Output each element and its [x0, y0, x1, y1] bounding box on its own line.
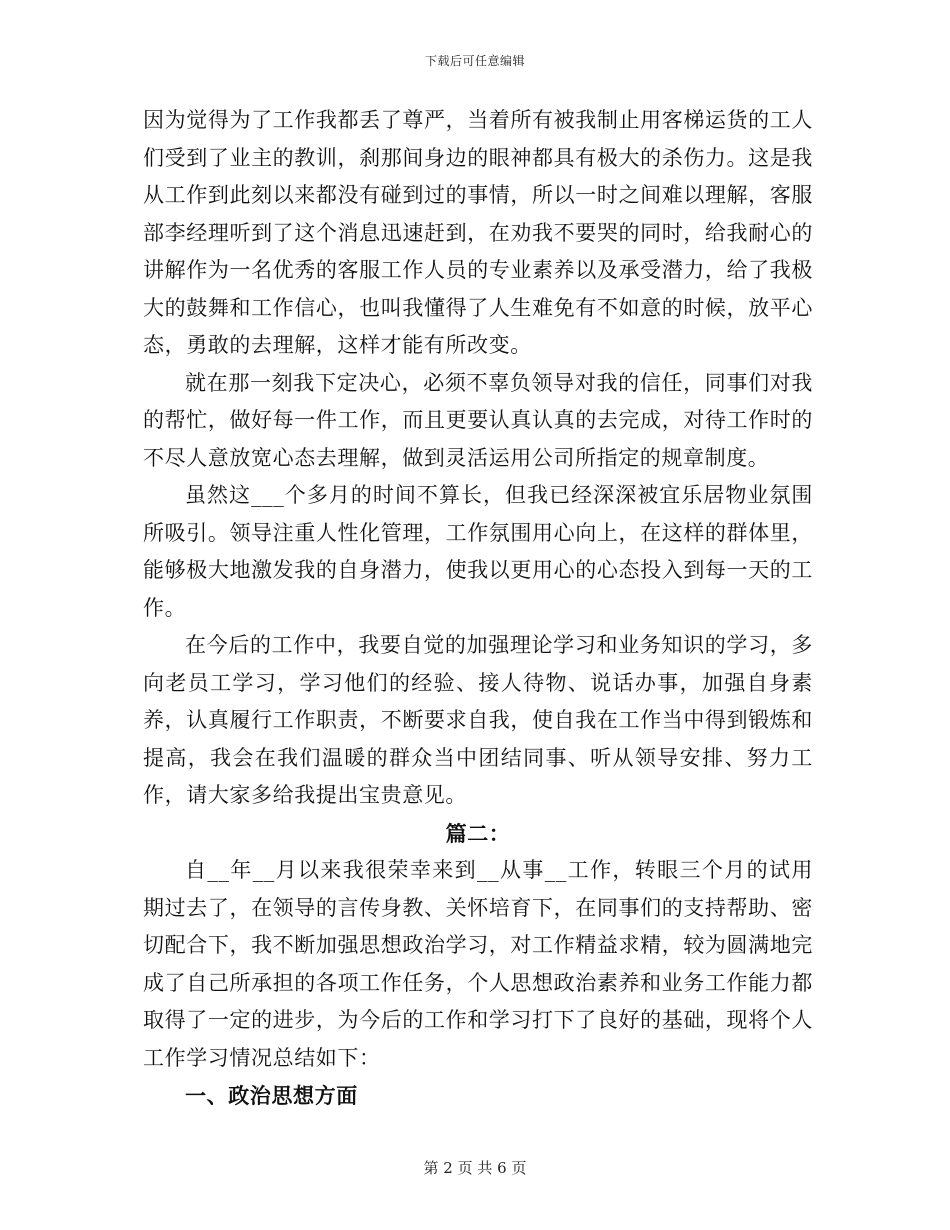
subheading-politics: 一、政治思想方面	[185, 1083, 358, 1108]
paragraph-2: 就在那一刻我下定决心，必须不辜负领导对我的信任，同事们对我的帮忙，做好每一件工作，而且更要认真认真的去完成，对待工作时的不尽人意放宽心态去理解，做到灵活运用公司所指定的规章制度。	[143, 370, 813, 470]
paragraph-4: 在今后的工作中，我要自觉的加强理论学习和业务知识的学习，多向老员工学习，学习他们的经验、接人待物、说话办事，加强自身素养，认真履行工作职责，不断要求自我，使自我在工作当中得到锻炼和提高，我会在我们温暖的群众当中团结同事、听从领导安排、努力工作，请大家多给我提出宝贵意见。	[143, 633, 813, 807]
paragraph-3: 虽然这___个多月的时间不算长，但我已经深深被宜乐居物业氛围所吸引。领导注重人性化管理，工作氛围用心向上，在这样的群体里，能够极大地激发我的自身潜力，使我以更用心的心态投入到每一天的工作。	[143, 483, 813, 620]
paragraph-1: 因为觉得为了工作我都丢了尊严，当着所有被我制止用客梯运货的工人们受到了业主的教训，刹那间身边的眼神都具有极大的杀伤力。这是我从工作到此刻以来都没有碰到过的事情，所以一时之间难以理解，客服部李经理听到了这个消息迅速赶到，在劝我不要哭的同时，给我耐心的讲解作为一名优秀的客服工作人员的专业素养以及承受潜力，给了我极大的鼓舞和工作信心，也叫我懂得了人生难免有不如意的时候，放平心态，勇敢的去理解，这样才能有所改变。	[143, 108, 813, 357]
page-footer: 第 2 页 共 6 页	[423, 1159, 527, 1177]
section-title: 篇二：	[445, 820, 511, 846]
page-header: 下载后可任意编辑	[424, 54, 525, 68]
document-body	[143, 102, 813, 1115]
paragraph-5: 自__年__月以来我很荣幸来到__从事__工作，转眼三个月的试用期过去了，在领导的言传身教、关怀培育下，在同事们的支持帮助、密切配合下，我不断加强思想政治学习，对工作精益求精，较为圆满地完成了自己所承担的各项工作任务，个人思想政治素养和业务工作能力都取得了一定的进步，为今后的工作和学习打下了良好的基础，现将个人工作学习情况总结如下：	[143, 858, 813, 1070]
